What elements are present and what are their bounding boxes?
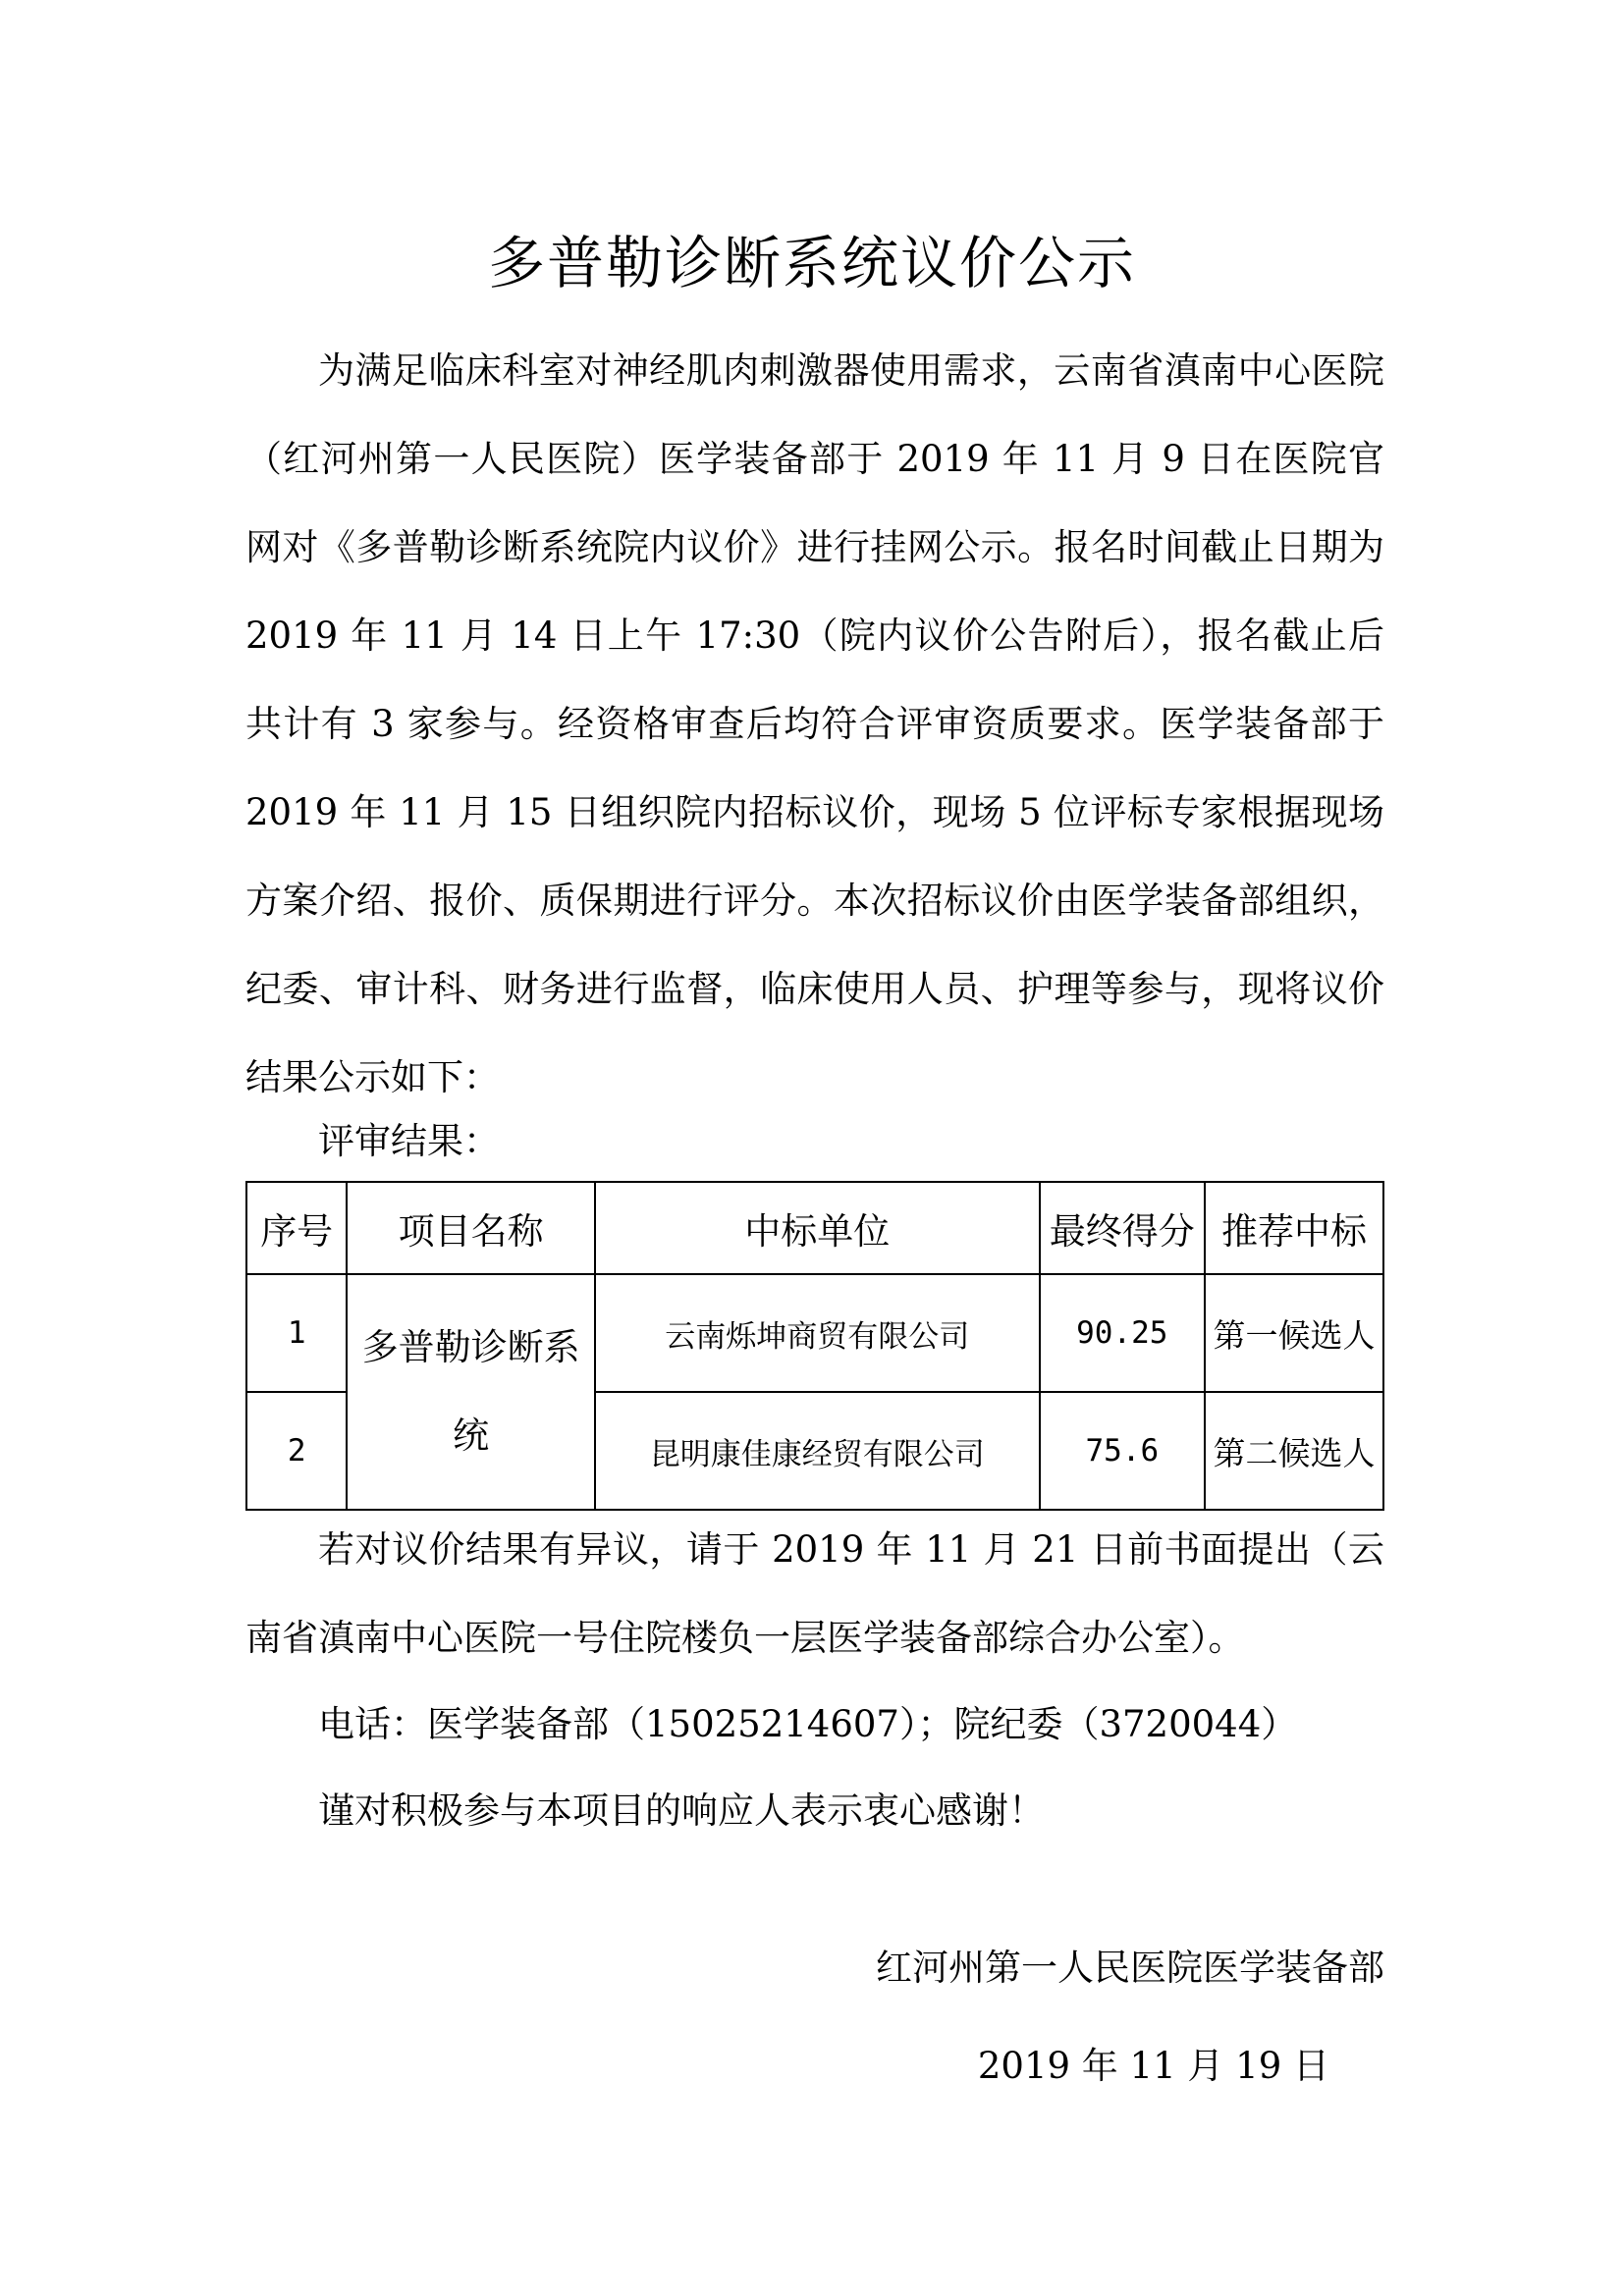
row-score: 75.6 (1040, 1392, 1205, 1510)
header-winning-company: 中标单位 (595, 1182, 1040, 1274)
objection-paragraph: 若对议价结果有异议，请于 2019 年 11 月 21 日前书面提出（云南省滇南中心医院一号住院楼负一层医学装备部综合办公室）。 (245, 1528, 1384, 1659)
signature-organization: 红河州第一人民医院医学装备部 (876, 1947, 1384, 1989)
row-index: 2 (246, 1392, 347, 1510)
phone-paragraph: 电话：医学装备部（15025214607）；院纪委（3720044） (318, 1703, 1298, 1745)
row-company: 昆明康佳康经贸有限公司 (595, 1392, 1040, 1510)
row-company: 云南烁坤商贸有限公司 (595, 1274, 1040, 1392)
intro-paragraph: 为满足临床科室对神经肌肉刺激器使用需求，云南省滇南中心医院（红河州第一人民医院）医学装备部于 2019 年 11 月 9 日在医院官网对《多普勒诊断系统院内议价》进行挂网公示。报名时间截止日期为 2019 年 11 月 14 日上午 17:30（院内议价公告附后），报名截止后共计有 3 家参与。经资格审查后均符合评审资质要求。医学装备部于 2019 年 11 月 15 日组织院内招标议价，现场 5 位评标专家根据现场方案介绍、报价、质保期进行评分。本次招标议价由医学装备部组织，纪委、审计科、财务进行监督，临床使用人员、护理等参与，现将议价结果公示如下： (245, 349, 1384, 1098)
project-name-cell: 多普勒诊断系统 (347, 1274, 595, 1510)
results-table (245, 1181, 1384, 1511)
header-project-name: 项目名称 (347, 1182, 595, 1274)
thanks-paragraph: 谨对积极参与本项目的响应人表示衷心感谢！ (318, 1789, 1045, 1832)
row-index: 1 (246, 1274, 347, 1392)
row-recommendation: 第二候选人 (1205, 1392, 1383, 1510)
header-final-score: 最终得分 (1040, 1182, 1205, 1274)
table-header-row (246, 1182, 1383, 1274)
header-index: 序号 (246, 1182, 347, 1274)
row-score: 90.25 (1040, 1274, 1205, 1392)
header-recommendation: 推荐中标 (1205, 1182, 1383, 1274)
document-title: 多普勒诊断系统议价公示 (487, 230, 1136, 296)
row-recommendation: 第一候选人 (1205, 1274, 1383, 1392)
signature-date: 2019 年 11 月 19 日 (977, 2045, 1329, 2087)
review-result-label: 评审结果： (318, 1120, 500, 1162)
table-row (246, 1274, 1383, 1392)
